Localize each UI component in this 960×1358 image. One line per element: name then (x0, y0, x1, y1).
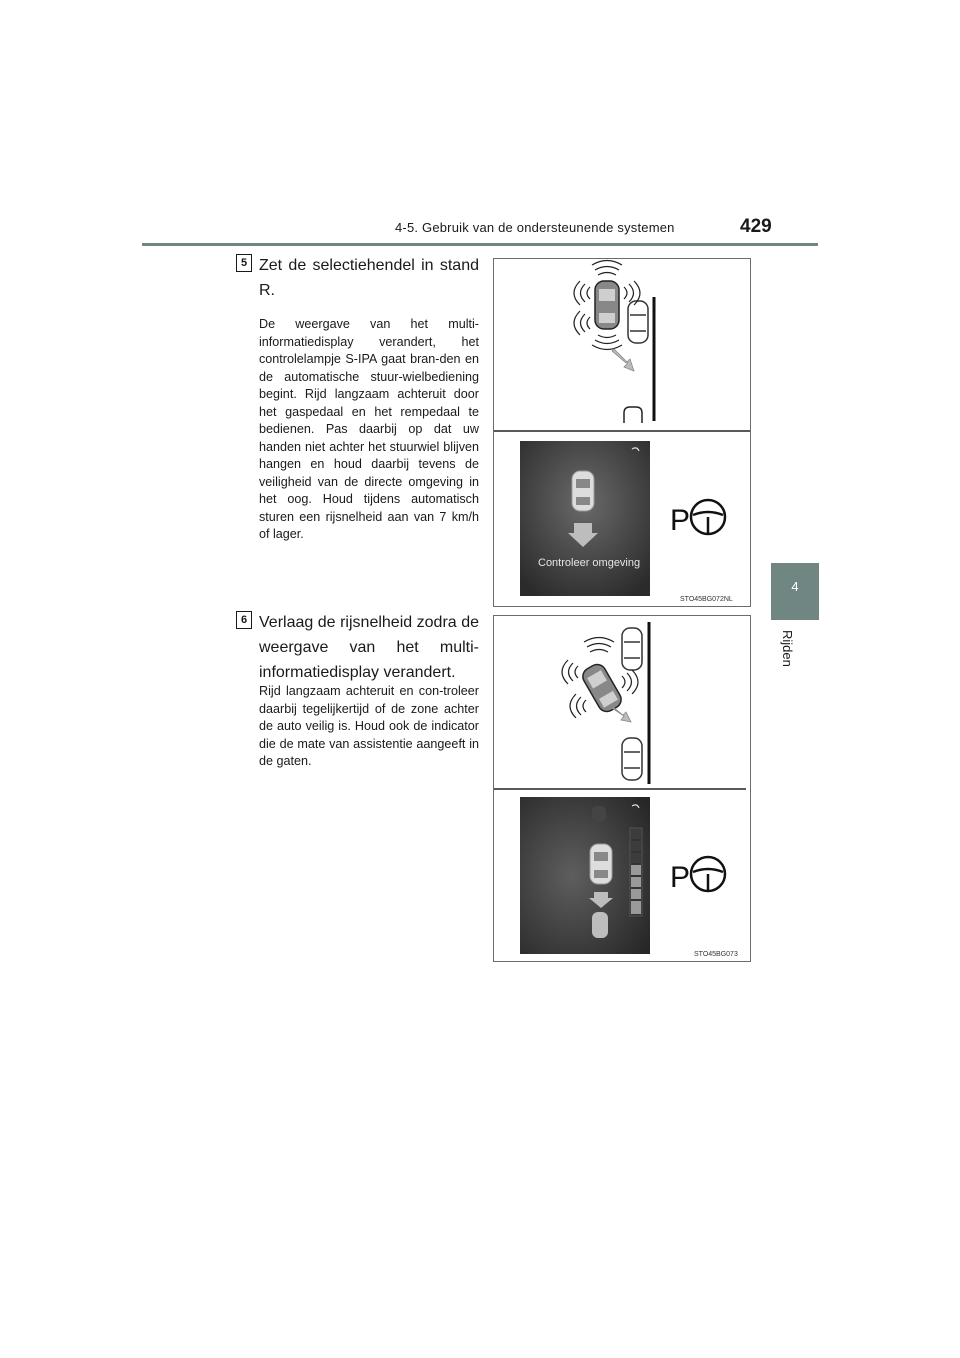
parked-car-rear-icon (622, 738, 642, 780)
step-6-title: Verlaag de rijsnelheid zodra de weergave van het multi-informatiedisplay verandert. (259, 614, 479, 681)
s-ipa-indicator-letter: P (670, 504, 691, 537)
figure-step-6-illustration (494, 616, 750, 961)
step-5-body: De weergave van het multi-informatiedisplay verandert, het controlelampje S-IPA gaat bran-den en de automatische stuur-wielbediening begint. Rijd langzaam achteruit door het gaspedaal en het rempedaal te bedienen. Pas daarbij op dat uw handen niet achter het stuurwiel blijven hangen en houd daarbij tevens de veiligheid van de directe omgeving in het oog. Houd tijdens automatisch sturen een rijsnelheid aan van 7 km/h of lager. (259, 317, 479, 541)
chapter-label: Rijden (780, 630, 795, 667)
own-car-icon (580, 661, 625, 715)
chapter-number: 4 (791, 579, 799, 594)
car-outline-icon (624, 407, 642, 423)
step-number-6: 6 (236, 611, 252, 629)
figure-step-5-illustration (494, 259, 750, 606)
figure-code: STO45BG073 (694, 951, 738, 958)
step-5-title: Zet de selectiehendel in stand R. (259, 257, 479, 299)
screen-car-icon (590, 844, 612, 884)
parked-car-front-icon (622, 628, 642, 670)
step-number-5: 5 (236, 254, 252, 272)
figure-code: STO45BG072NL (680, 596, 733, 603)
parked-car-icon (628, 301, 648, 343)
section-title: 4-5. Gebruik van de ondersteunende systemen (395, 220, 675, 235)
mid-screen (520, 441, 650, 596)
own-car-icon (595, 281, 619, 329)
figure-step-5 (493, 258, 751, 607)
s-ipa-indicator-letter: P (670, 861, 691, 894)
chapter-tab[interactable] (771, 563, 819, 620)
reverse-arrow-icon (612, 707, 631, 722)
reverse-arrow-icon (612, 349, 634, 371)
screen-car-behind-icon (592, 912, 608, 938)
page-number: 429 (740, 216, 772, 237)
figure-step-6 (493, 615, 751, 962)
screen-message: Controleer omgeving (538, 557, 641, 569)
steering-wheel-icon (691, 500, 725, 534)
steering-wheel-icon (691, 857, 725, 891)
assist-level-indicator (630, 828, 642, 916)
mid-screen (520, 797, 650, 954)
step-6-body: Rijd langzaam achteruit en con-troleer daarbij tegelijkertijd of de zone achter de auto veilig is. Houd ook de indicator die de mate van assistentie aangeeft in de gaten. (259, 684, 479, 768)
screen-car-ahead-icon (592, 806, 606, 822)
screen-car-icon (572, 471, 594, 511)
header-rule (142, 243, 818, 246)
